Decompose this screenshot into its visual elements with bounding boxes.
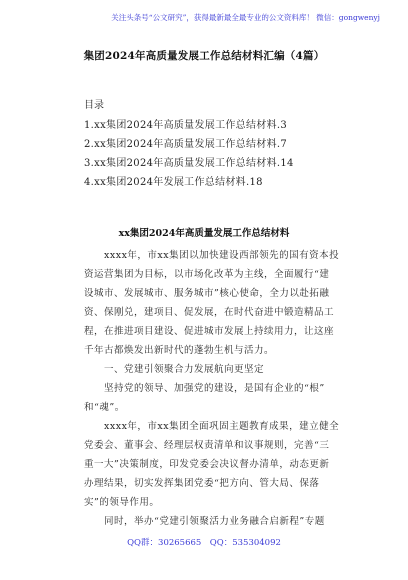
body-line: 党委会、董事会、经理层权责清单和议事规则，完善“三	[84, 440, 330, 451]
toc-item[interactable]: 2.xx集团2024年高质量发展工作总结材料.7	[84, 139, 288, 150]
body-line: 资、保刚兑，建项目、促发展，在时代奋进中锻造精品工	[84, 307, 335, 318]
toc-item[interactable]: 1.xx集团2024年高质量发展工作总结材料.3	[84, 120, 288, 131]
body-line: 实”的领导作用。	[84, 497, 160, 508]
body-line: xxxx年，市xx集团全面巩固主题教育成果，建立健全	[84, 421, 340, 432]
toc-heading: 目录	[84, 100, 104, 111]
toc-item[interactable]: 4.xx集团2024年发展工作总结材料.18	[84, 177, 263, 188]
body-line: 资运营集团为目标，以市场化改革为主线，全面履行“建	[84, 269, 330, 280]
section-title: xx集团2024年高质量发展工作总结材料	[118, 228, 290, 239]
body-line: 一、党建引领聚合力发展航向更坚定	[84, 364, 265, 375]
body-line: xxxx年，市xx集团以加快建设西部领先的国有资本投	[84, 250, 340, 261]
body-line: 办理结果，切实发挥集团党委“把方向、管大局、保落	[84, 478, 320, 489]
document-title: 集团2024年高质量发展工作总结材料汇编（4篇）	[83, 50, 325, 62]
body-line: 重一大”决策制度，印发党委会决议督办清单，动态更新	[84, 459, 330, 470]
body-line: 同时，举办“党建引领聚活力业务融合启新程”专题	[84, 516, 325, 527]
body-line: 坚持党的领导、加强党的建设，是国有企业的“根”	[84, 383, 325, 394]
body-line: 千年古都焕发出新时代的蓬勃生机与活力。	[84, 345, 275, 356]
header-note: 关注头条号“公文研究”，获得最新最全最专业的公文资料库！ 微信：gongwenyj	[111, 13, 380, 22]
body-line: 程，在推进项目建设、促进城市发展上持续用力，让这座	[84, 326, 335, 337]
footer-contact: QQ群：30265665 QQ：535304092	[127, 538, 281, 548]
toc-item[interactable]: 3.xx集团2024年高质量发展工作总结材料.14	[84, 158, 294, 169]
body-line: 设城市、发展城市、服务城市”核心使命，全力以赴拓融	[84, 288, 330, 299]
body-line: 和“魂”。	[84, 402, 125, 413]
